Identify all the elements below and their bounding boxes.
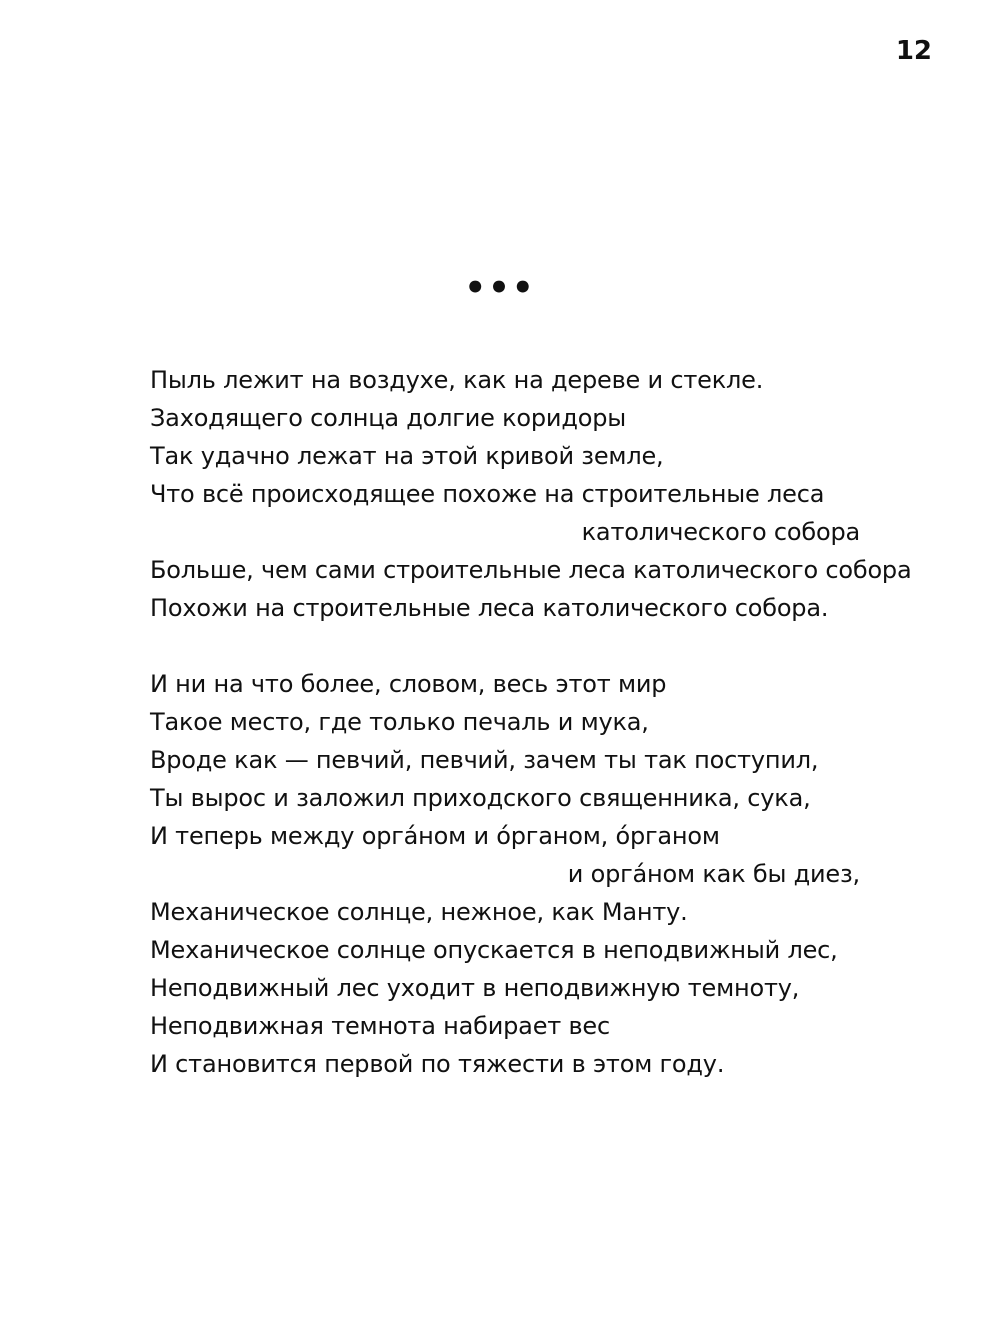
poem-line: Вроде как — певчий, певчий, зачем ты так поступил, [150, 746, 819, 774]
poem-line: Такое место, где только печаль и мука, [150, 708, 649, 736]
poem-line-continuation: католического собора [581, 518, 860, 546]
poem-line: Механическое солнце опускается в неподвижный лес, [150, 936, 838, 964]
poem-line-continuation: и орга́ном как бы диез, [567, 860, 860, 888]
poem-line: Больше, чем сами строительные леса католического собора [150, 556, 912, 584]
poem-line: Заходящего солнца долгие коридоры [150, 404, 626, 432]
poem-line: Ты вырос и заложил приходского священника, сука, [150, 784, 811, 812]
poem-line: И теперь между орга́ном и о́рганом, о́рганом [150, 822, 720, 850]
stanza-1 [150, 361, 912, 627]
poem-line: Механическое солнце, нежное, как Манту. [150, 898, 688, 926]
poem-line: Неподвижный лес уходит в неподвижную темноту, [150, 974, 800, 1002]
poem-line: И становится первой по тяжести в этом году. [150, 1050, 725, 1078]
poem-line: И ни на что более, словом, весь этот мир [150, 670, 667, 698]
poem [150, 361, 912, 1083]
page-number: 12 [895, 36, 932, 66]
poem-line: Неподвижная темнота набирает вес [150, 1012, 610, 1040]
stanza-2 [150, 665, 880, 1083]
poem-line: Похожи на строительные леса католического собора. [150, 594, 829, 622]
poem-line: Что всё происходящее похоже на строительные леса [150, 480, 825, 508]
poem-line: Так удачно лежат на этой кривой земле, [150, 442, 664, 470]
poem-line: Пыль лежит на воздухе, как на дереве и стекле. [150, 366, 764, 394]
section-separator: ••• [464, 268, 536, 308]
